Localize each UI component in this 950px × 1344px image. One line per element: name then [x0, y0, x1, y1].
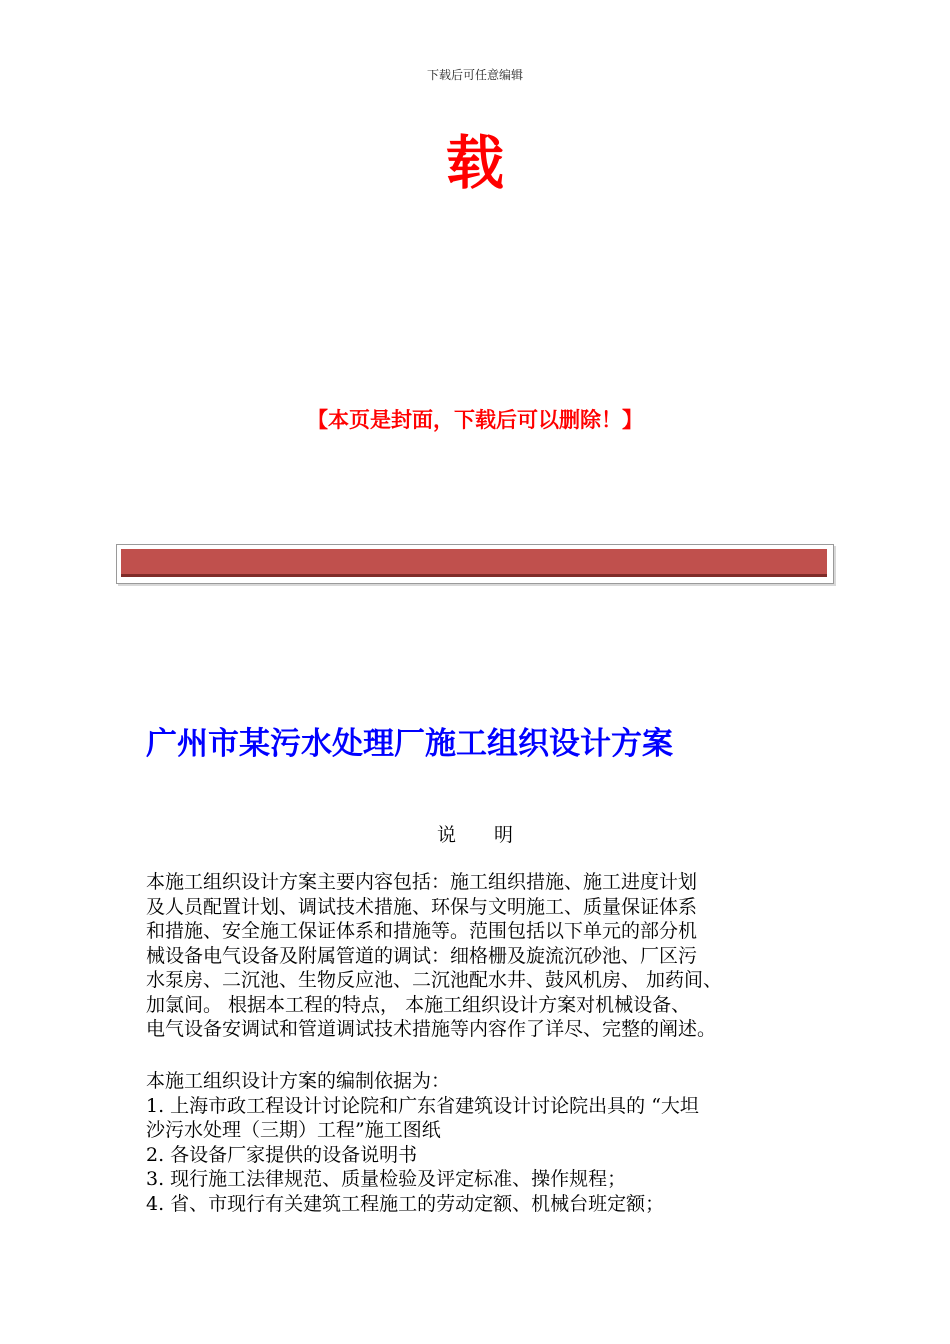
- list-item: 1. 上海市政工程设计讨论院和广东省建筑设计讨论院出具的 “大坦: [146, 1094, 699, 1117]
- section-heading: 说 明: [436, 824, 513, 846]
- basis-paragraph: [146, 1069, 826, 1216]
- header-note: 下载后可任意编辑: [426, 68, 523, 82]
- text-line: 加氯间。 根据本工程的特点， 本施工组织设计方案对机械设备、: [146, 993, 691, 1016]
- text-line: 本施工组织设计方案的编制依据为：: [146, 1070, 451, 1092]
- text-line: 械设备电气设备及附属管道的调试：细格栅及旋流沉砂池、厂区污: [146, 944, 698, 967]
- intro-paragraph: [146, 870, 826, 1042]
- decorative-banner: [116, 544, 834, 584]
- list-item: 4. 省、市现行有关建筑工程施工的劳动定额、机械台班定额；: [146, 1192, 665, 1215]
- text-line: 及人员配置计划、调试技术措施、环保与文明施工、质量保证体系: [146, 895, 698, 918]
- banner-fill: [121, 549, 827, 577]
- list-item: 3. 现行施工法律规范、质量检验及评定标准、操作规程；: [146, 1168, 627, 1190]
- text-line: 本施工组织设计方案主要内容包括：施工组织措施、施工进度计划: [146, 871, 698, 893]
- cover-delete-notice: 【本页是封面，下载后可以删除！】: [307, 408, 643, 432]
- text-line: 和措施、安全施工保证体系和措施等。范围包括以下单元的部分机: [146, 920, 698, 942]
- cover-large-character: 载: [445, 129, 504, 197]
- document-title: 广州市某污水处理厂施工组织设计方案: [146, 726, 673, 762]
- text-line: 电气设备安调试和管道调试技术措施等内容作了详尽、完整的阐述。: [146, 1018, 717, 1040]
- list-item: 2. 各设备厂家提供的设备说明书: [146, 1143, 418, 1166]
- text-line: 水泵房、二沉池、生物反应池、二沉池配水井、鼓风机房、 加药间、: [146, 969, 723, 991]
- text-line: 沙污水处理（三期）工程”施工图纸: [146, 1119, 441, 1141]
